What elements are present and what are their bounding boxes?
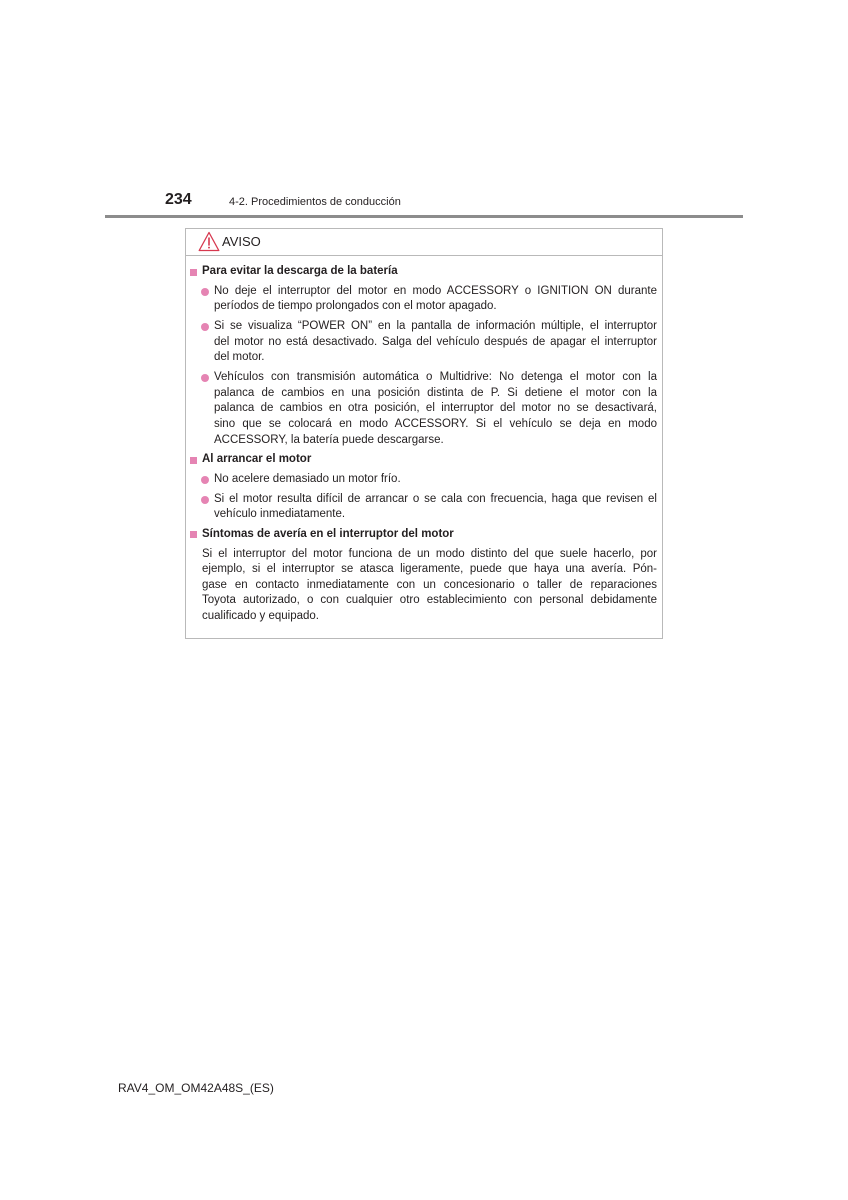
circle-bullet-icon xyxy=(201,323,209,331)
text-line: Si el interruptor del motor funciona de un modo distinto del que suele hacerlo, por xyxy=(202,547,657,560)
section-title: 4-2. Procedimientos de conducción xyxy=(229,196,401,208)
text-line: No deje el interruptor del motor en modo ACCESSORY o IGNITION ON durante xyxy=(214,284,657,297)
text-line: ejemplo, si el interruptor se atasca ligeramente, puede que haya una avería. Pón- xyxy=(202,563,657,576)
text-line: cualificado y equipado. xyxy=(202,610,319,623)
text-line: ACCESSORY, la batería puede descargarse. xyxy=(214,433,444,446)
section-heading xyxy=(190,264,657,280)
text-line: palanca de cambios en otra posición, el interruptor del motor no se desactivará, xyxy=(214,402,657,415)
text-line: Vehículos con transmisión automática o Multidrive: No detenga el motor con la xyxy=(214,370,657,383)
text-line: Si se visualiza “POWER ON” en la pantalla de información múltiple, el interruptor xyxy=(214,319,657,332)
list-item xyxy=(190,284,657,315)
text-line: del motor. xyxy=(214,351,265,364)
text-line: del motor no está desactivado. Salga del vehículo después de apagar el interruptor xyxy=(214,335,657,348)
warning-body xyxy=(186,256,662,638)
section-heading-text: Para evitar la descarga de la batería xyxy=(202,265,398,277)
text-line: Si el motor resulta difícil de arrancar o se cala con frecuencia, haga que revisen el xyxy=(214,492,657,505)
header-rule xyxy=(105,215,743,218)
list-item xyxy=(190,319,657,366)
square-bullet-icon xyxy=(190,269,197,276)
square-bullet-icon xyxy=(190,531,197,538)
section-heading xyxy=(190,452,657,468)
text-line: sino que se colocará en modo ACCESSORY. Si el vehículo se deja en modo xyxy=(214,417,657,430)
text-line: palanca de cambios en una posición distinta de P. Si detiene el motor con la xyxy=(214,386,657,399)
list-item xyxy=(190,492,657,523)
circle-bullet-icon xyxy=(201,374,209,382)
circle-bullet-icon xyxy=(201,288,209,296)
text-line: períodos de tiempo prolongados con el motor apagado. xyxy=(214,300,497,313)
circle-bullet-icon xyxy=(201,496,209,504)
circle-bullet-icon xyxy=(201,476,209,484)
warning-header xyxy=(186,229,662,256)
text-line: vehículo inmediatamente. xyxy=(214,508,346,521)
section-heading-text: Síntomas de avería en el interruptor del motor xyxy=(202,527,454,540)
paragraph xyxy=(190,547,657,625)
page-number: 234 xyxy=(165,191,192,208)
warning-title: AVISO xyxy=(222,234,261,249)
text-line: gase en contacto inmediatamente con un concesionario o taller de reparaciones xyxy=(202,578,657,591)
section-heading-text: Al arrancar el motor xyxy=(202,453,312,466)
list-item xyxy=(190,370,657,448)
warning-box xyxy=(185,228,663,639)
text-line: Toyota autorizado, o con cualquier otro establecimiento con personal debidamente xyxy=(202,594,657,607)
footer-document-code: RAV4_OM_OM42A48S_(ES) xyxy=(118,1081,274,1095)
text-line: No acelere demasiado un motor frío. xyxy=(214,472,401,485)
list-item xyxy=(190,472,657,488)
warning-triangle-icon xyxy=(198,231,220,252)
square-bullet-icon xyxy=(190,457,197,464)
section-heading xyxy=(190,527,657,543)
